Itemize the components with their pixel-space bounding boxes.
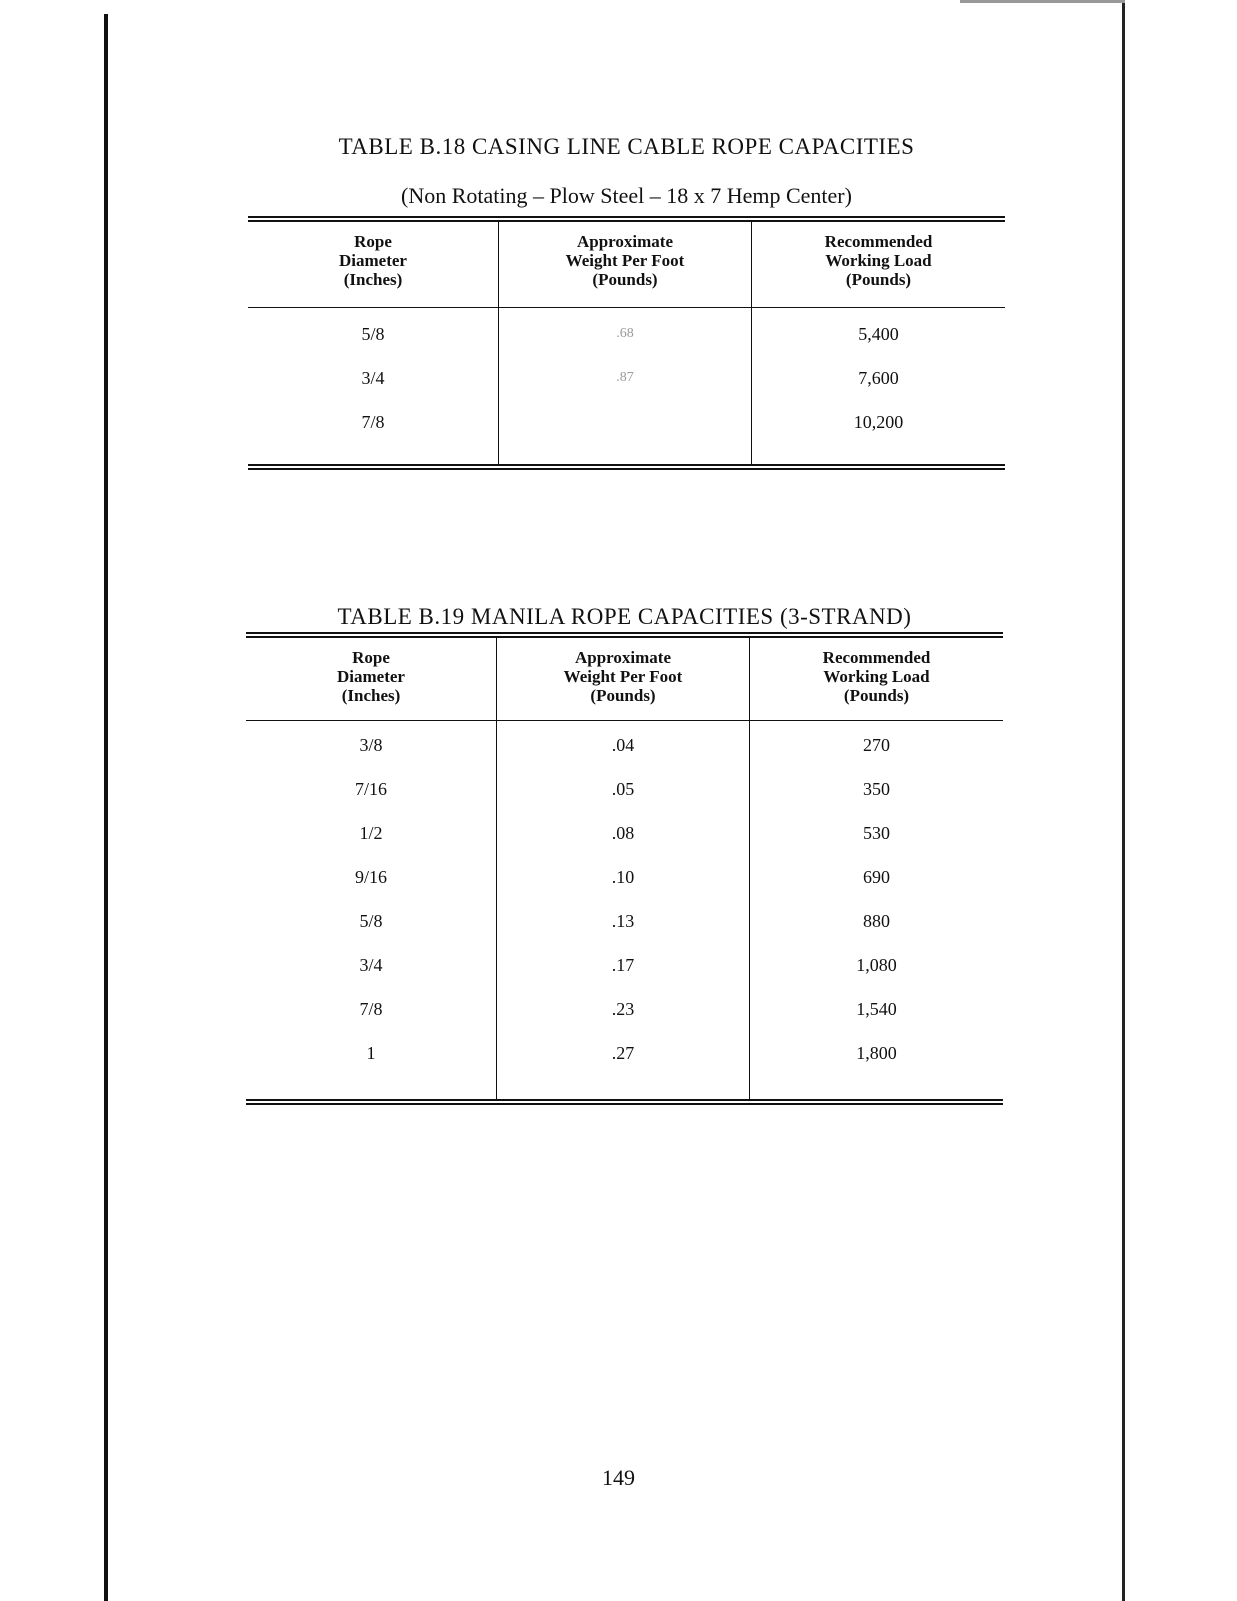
table-b18-col-load	[751, 222, 1005, 464]
table-b19-title: TABLE B.19 MANILA ROPE CAPACITIES (3-STRAND)	[337, 604, 912, 629]
table-b19-cell: 5/8	[359, 911, 383, 931]
table-b18-grid	[248, 222, 1005, 464]
table-b18-cell: 7,600	[858, 368, 899, 388]
scan-edge-top	[960, 0, 1125, 3]
table-b19-cell: 7/16	[354, 779, 387, 799]
table-b19-header-weight: Approximate Weight Per Foot (Pounds)	[563, 648, 683, 705]
table-b19-grid	[246, 638, 1003, 1099]
page-number: 149	[602, 1465, 635, 1490]
table-b19-cell: 7/8	[359, 999, 383, 1019]
table-b19-cell: 880	[863, 911, 890, 931]
table-b18-cell: .87	[616, 370, 634, 385]
table-b19-col-weight	[496, 638, 749, 1099]
scan-edge-left	[104, 14, 108, 1601]
table-b18-cell: 10,200	[853, 412, 904, 432]
table-b19-cell: .04	[611, 735, 635, 755]
table-b19-cell: 1,800	[856, 1043, 897, 1063]
table-b18-subtitle: (Non Rotating – Plow Steel – 18 x 7 Hemp Center)	[401, 183, 852, 208]
table-b18-title: TABLE B.18 CASING LINE CABLE ROPE CAPACITIES	[338, 134, 915, 159]
table-b19-cell: .17	[611, 955, 635, 975]
table-b18-col-weight	[498, 222, 751, 464]
table-b18-bottom-rule	[248, 464, 1005, 470]
table-b18-header-diameter: Rope Diameter (Inches)	[339, 232, 407, 289]
table-b19-cell: 1	[366, 1043, 376, 1063]
table-b18	[248, 134, 1005, 470]
table-b19-cell: 270	[863, 735, 890, 755]
table-b18-cell: 5,400	[858, 324, 899, 344]
table-b18-header-load: Recommended Working Load (Pounds)	[824, 232, 933, 289]
table-b19-cell: 530	[863, 823, 890, 843]
table-b19-cell: 690	[863, 867, 890, 887]
table-b19-bottom-rule	[246, 1099, 1003, 1105]
table-b19-cell: .23	[611, 999, 635, 1019]
table-b18-cell: 3/4	[361, 368, 385, 388]
table-b18-cell: .68	[616, 326, 634, 341]
table-b18-col-diameter	[248, 222, 498, 464]
table-b18-cell	[499, 400, 751, 444]
table-b18-cell: 7/8	[361, 412, 385, 432]
table-b19-col-diameter	[246, 638, 496, 1099]
table-b19-cell: 9/16	[354, 867, 387, 887]
table-b18-cell: 5/8	[361, 324, 385, 344]
table-b19-cell: .08	[611, 823, 635, 843]
table-b19-cell: .10	[611, 867, 635, 887]
table-b19-cell: .13	[611, 911, 635, 931]
table-b19-cell: 1,540	[856, 999, 897, 1019]
table-b19-cell: .05	[611, 779, 635, 799]
table-b19	[246, 604, 1003, 1105]
table-b19-col-load	[749, 638, 1003, 1099]
table-b19-cell: 1,080	[856, 955, 897, 975]
table-b19-header-load: Recommended Working Load (Pounds)	[822, 648, 931, 705]
table-b19-cell: 350	[863, 779, 890, 799]
scan-edge-right	[1122, 0, 1125, 1601]
table-b19-cell: 3/4	[359, 955, 383, 975]
table-b19-cell: 1/2	[359, 823, 383, 843]
table-b19-cell: 3/8	[359, 735, 383, 755]
table-b18-header-weight: Approximate Weight Per Foot (Pounds)	[565, 232, 685, 289]
table-b19-cell: .27	[611, 1043, 635, 1063]
table-b19-header-diameter: Rope Diameter (Inches)	[337, 648, 405, 705]
